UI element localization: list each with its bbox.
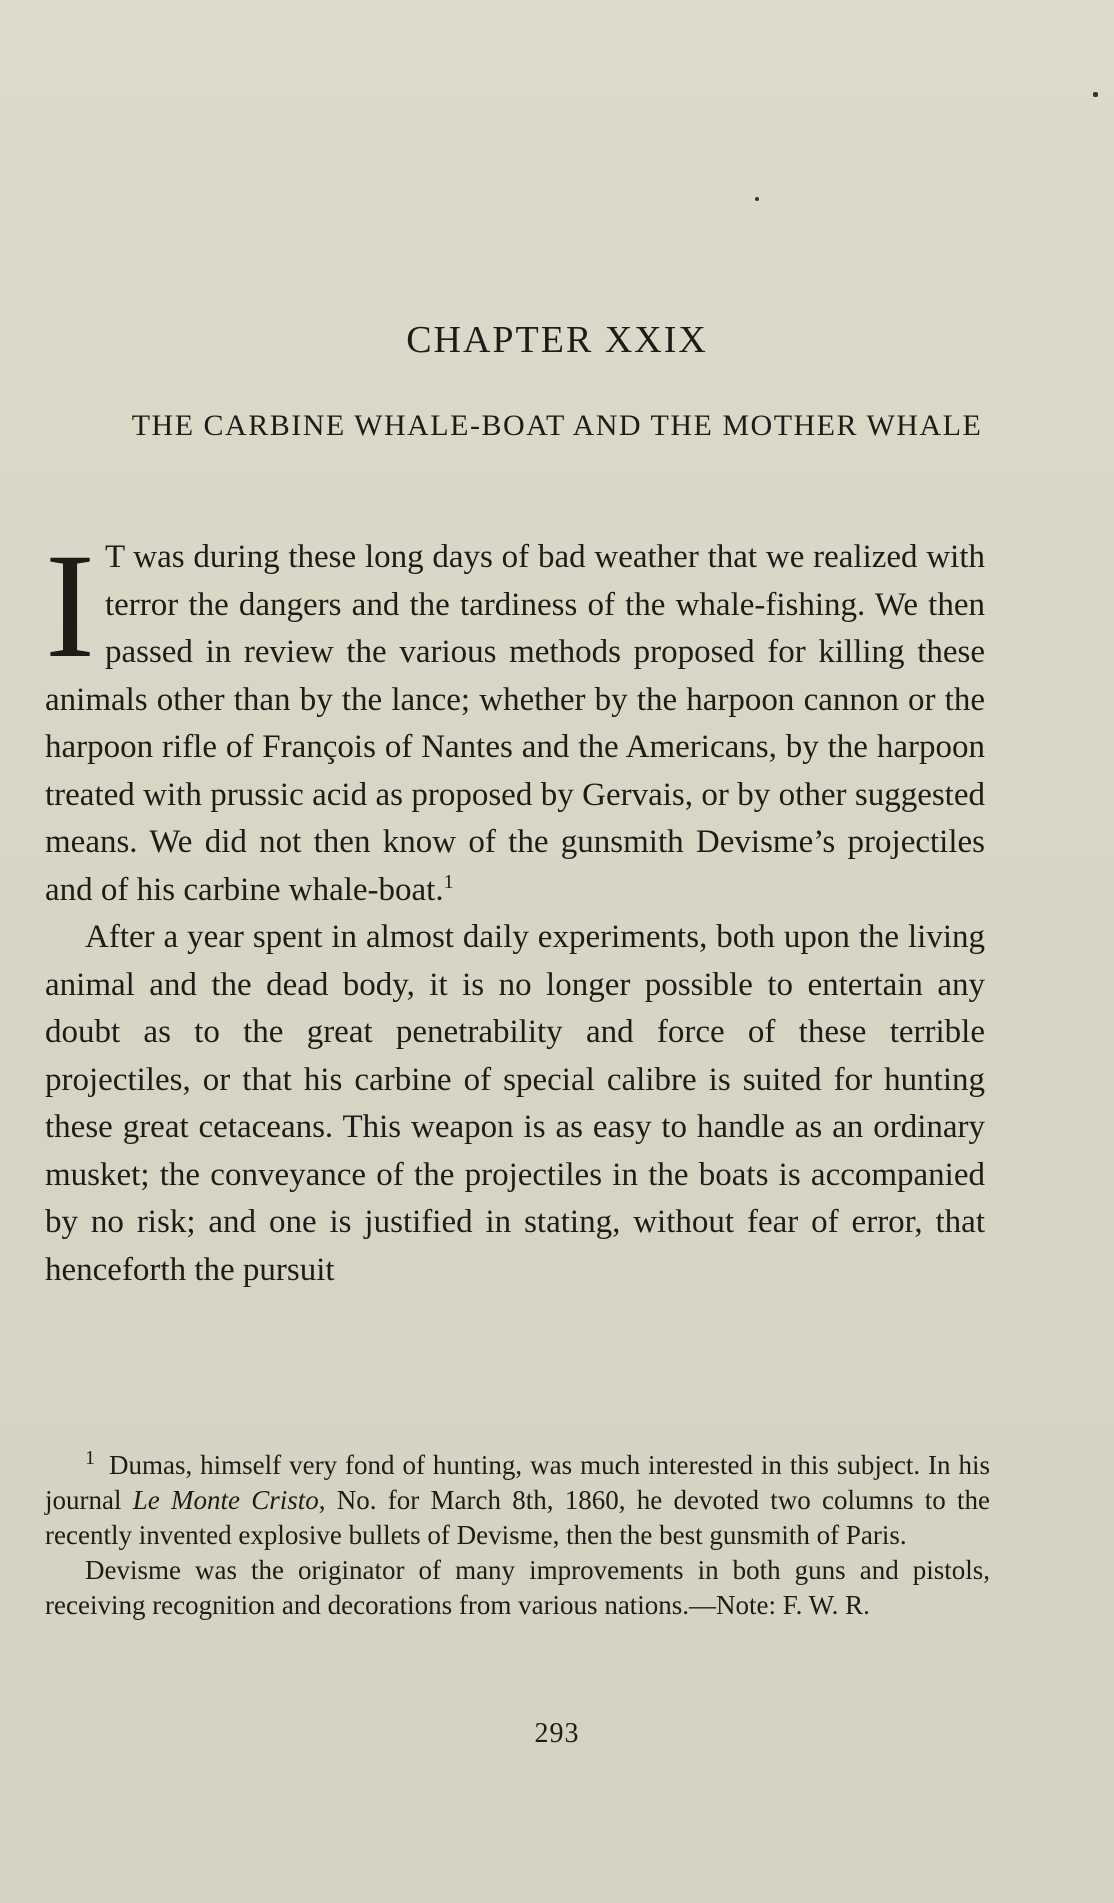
paragraph-1-text: T was during these long days of bad weather that we realized with terror the dangers and the tardiness of the whale-fishing. We then passed in review the various methods proposed for killing these animals other than by the lance; whether by the harpoon cannon or the harpoon rifle of François of Nantes and the Americans, by the harpoon treated with prussic acid as proposed by Gervais, or by other suggested means. We did not then know of the gunsmith Devisme’s projectiles and of his carbine whale-boat. [45,539,985,908]
paragraph-2: After a year spent in almost daily experiments, both upon the living animal and the dead body, it is no longer possible to entertain any doubt as to the great penetrability and force of these terrible projectiles, or that his carbine of special calibre is suited for hunting these great cetaceans. This weapon is as easy to handle as an ordinary musket; the conveyance of the projectiles in the boats is accompanied by no risk; and one is justified in stating, without fear of error, that henceforth the pursuit [45,919,985,1288]
footnote-reference: 1 [443,870,454,893]
footnote-2: Devisme was the originator of many improvements in both guns and pistols, receiving recognition and decorations from various nations.—Note: F. W. R. [45,1555,990,1620]
paragraph-1 [45,523,985,914]
footnote-1-text-start: Dumas, himself very fond of hunting, was much interested in this subject. In his journal [45,1450,990,1515]
chapter-title: THE CARBINE WHALE-BOAT AND THE MOTHER WHALE [131,409,983,442]
paper-speck [755,197,759,201]
chapter-number: CHAPTER XXIX [406,319,708,361]
footnote-1 [45,1448,990,1553]
footnote-1-journal-title: Le Monte Cristo [132,1485,319,1515]
drop-cap: I [45,523,95,689]
page-number: 293 [534,1718,580,1749]
paper-speck [1093,92,1098,97]
footnotes [45,1448,990,1623]
body-text [45,523,985,1294]
footnote-1-text-end: , No. for March 8th, 1860, he devoted two columns to the recently invented explosive bullets of Devisme, then the best gunsmith of Paris. [45,1485,990,1550]
footnote-1-number: 1 [85,1447,95,1469]
